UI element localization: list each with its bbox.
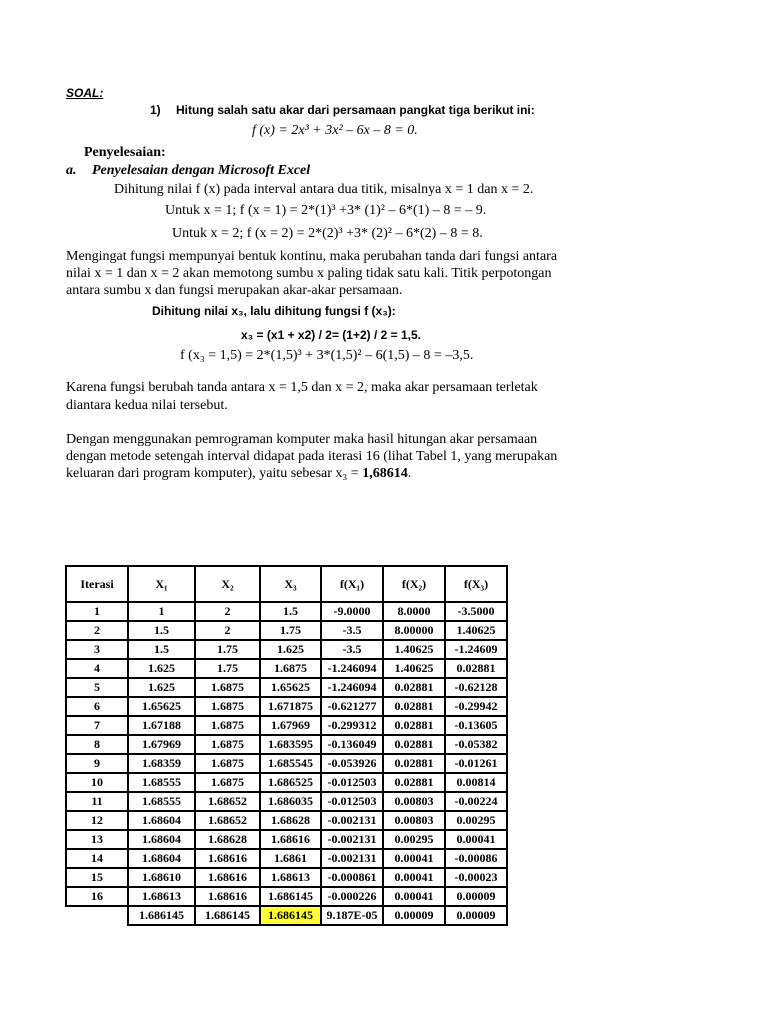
table-cell: 1.6875 bbox=[195, 754, 260, 773]
table-cell: -0.05382 bbox=[445, 735, 507, 754]
table-cell: 1.6875 bbox=[195, 773, 260, 792]
table-row bbox=[66, 754, 507, 773]
table-cell: 0.00041 bbox=[445, 830, 507, 849]
table-cell: -0.053926 bbox=[321, 754, 383, 773]
header-x3: X₃ bbox=[260, 566, 321, 602]
table-cell: 16 bbox=[66, 887, 128, 906]
table-cell: -0.00086 bbox=[445, 849, 507, 868]
table-cell: -0.621277 bbox=[321, 697, 383, 716]
final-row-cell: 9.187E-05 bbox=[321, 906, 383, 925]
table-row bbox=[66, 697, 507, 716]
final-row-cell: 1.686145 bbox=[195, 906, 260, 925]
table-row bbox=[66, 640, 507, 659]
final-row-cell: 1.686145 bbox=[128, 906, 195, 925]
paragraph-1-line-2: nilai x = 1 dan x = 2 akan memotong sumbu x paling tidak satu kali. Titik perpotongan bbox=[66, 266, 552, 281]
problem-text: Hitung salah satu akar dari persamaan pangkat tiga berikut ini: bbox=[176, 103, 535, 117]
table-cell: 0.02881 bbox=[383, 678, 445, 697]
table-cell: 12 bbox=[66, 811, 128, 830]
table-cell: 1.68604 bbox=[128, 811, 195, 830]
table-cell: 1.5 bbox=[260, 602, 321, 621]
header-fx3: f(X₃) bbox=[445, 566, 507, 602]
table-cell: 1.65625 bbox=[260, 678, 321, 697]
table-cell: 9 bbox=[66, 754, 128, 773]
table-cell: -0.002131 bbox=[321, 830, 383, 849]
paragraph-3-line-2: dengan metode setengah interval didapat pada iterasi 16 (lihat Tabel 1, yang merupakan bbox=[66, 449, 558, 464]
header-fx2: f(X₂) bbox=[383, 566, 445, 602]
table-cell: 15 bbox=[66, 868, 128, 887]
table-cell: 1.6875 bbox=[260, 659, 321, 678]
table-row bbox=[66, 792, 507, 811]
table-cell: 1.68652 bbox=[195, 811, 260, 830]
table-cell: -1.246094 bbox=[321, 659, 383, 678]
table-cell: 0.02881 bbox=[445, 659, 507, 678]
table-cell: 8.0000 bbox=[383, 602, 445, 621]
problem-number: 1) bbox=[150, 103, 161, 117]
table-cell: 2 bbox=[66, 621, 128, 640]
table-cell: -0.01261 bbox=[445, 754, 507, 773]
table-final-row bbox=[66, 906, 507, 925]
table-cell: 1.6861 bbox=[260, 849, 321, 868]
table-row bbox=[66, 602, 507, 621]
table-cell: 1.68652 bbox=[195, 792, 260, 811]
table-cell: 1.40625 bbox=[383, 659, 445, 678]
table-cell: -0.012503 bbox=[321, 792, 383, 811]
table-cell: 1.6875 bbox=[195, 716, 260, 735]
table-row bbox=[66, 678, 507, 697]
table-row bbox=[66, 659, 507, 678]
table-row bbox=[66, 773, 507, 792]
table-row bbox=[66, 621, 507, 640]
table-cell: 2 bbox=[195, 621, 260, 640]
table-cell: 1.68616 bbox=[195, 868, 260, 887]
solution-heading: Penyelesaian: bbox=[84, 145, 166, 160]
table-cell: 1.5 bbox=[128, 621, 195, 640]
table-row bbox=[66, 716, 507, 735]
table-cell: 0.00803 bbox=[383, 811, 445, 830]
table-cell: 5 bbox=[66, 678, 128, 697]
final-row-cell: 0.00009 bbox=[383, 906, 445, 925]
soal-heading: SOAL: bbox=[66, 86, 104, 100]
table-cell: -0.012503 bbox=[321, 773, 383, 792]
table-cell: 1.686035 bbox=[260, 792, 321, 811]
interval-line: Dihitung nilai f (x) pada interval antara dua titik, misalnya x = 1 dan x = 2. bbox=[114, 182, 534, 197]
paragraph-2-line-1: Karena fungsi berubah tanda antara x = 1,5 dan x = 2, maka akar persamaan terletak bbox=[66, 380, 538, 395]
table-cell: 0.02881 bbox=[383, 773, 445, 792]
table-cell: 1.625 bbox=[260, 640, 321, 659]
table-cell: -0.00023 bbox=[445, 868, 507, 887]
table-cell: 1.6875 bbox=[195, 735, 260, 754]
paragraph-1-line-3: antara sumbu x dan fungsi merupakan akar-akar persamaan. bbox=[66, 283, 403, 298]
table-cell: 1.6875 bbox=[195, 678, 260, 697]
table-cell: 2 bbox=[195, 602, 260, 621]
table-cell: 1.68604 bbox=[128, 849, 195, 868]
table-cell: 1.68610 bbox=[128, 868, 195, 887]
table-cell: 1.68604 bbox=[128, 830, 195, 849]
evaluation-x2: Untuk x = 2; f (x = 2) = 2*(2)³ +3* (2)² – 6*(2) – 8 = 8. bbox=[172, 226, 483, 241]
table-cell: -0.136049 bbox=[321, 735, 383, 754]
table-cell: 7 bbox=[66, 716, 128, 735]
x3-intro: Dihitung nilai x₃, lalu dihitung fungsi f (x₃): bbox=[152, 304, 396, 318]
fx3-calculation: f (x₃ = 1,5) = 2*(1,5)³ + 3*(1,5)² – 6(1,5) – 8 = –3,5. bbox=[180, 348, 474, 363]
table-cell: 0.00041 bbox=[383, 849, 445, 868]
table-cell: 8 bbox=[66, 735, 128, 754]
table-cell: 1.686145 bbox=[260, 887, 321, 906]
table-cell: 0.00814 bbox=[445, 773, 507, 792]
final-row-empty-cell bbox=[66, 906, 128, 925]
table-row bbox=[66, 811, 507, 830]
table-cell: 1.68613 bbox=[260, 868, 321, 887]
table-cell: 1.40625 bbox=[383, 640, 445, 659]
table-cell: -0.002131 bbox=[321, 849, 383, 868]
table-cell: 6 bbox=[66, 697, 128, 716]
problem-equation: f (x) = 2x³ + 3x² – 6x – 8 = 0. bbox=[252, 123, 418, 138]
table-cell: 0.02881 bbox=[383, 716, 445, 735]
table-cell: 0.02881 bbox=[383, 735, 445, 754]
paragraph-3-suffix: . bbox=[407, 466, 412, 481]
table-cell: 3 bbox=[66, 640, 128, 659]
paragraph-3-prefix: keluaran dari program komputer), yaitu sebesar x₃ = bbox=[66, 466, 359, 481]
table-cell: -0.62128 bbox=[445, 678, 507, 697]
method-title: Penyelesaian dengan Microsoft Excel bbox=[92, 163, 311, 178]
table-cell: 1 bbox=[66, 602, 128, 621]
table-cell: 1.683595 bbox=[260, 735, 321, 754]
evaluation-x1: Untuk x = 1; f (x = 1) = 2*(1)³ +3* (1)² – 6*(1) – 8 = – 9. bbox=[165, 203, 487, 218]
table-cell: 14 bbox=[66, 849, 128, 868]
table-cell: 8.00000 bbox=[383, 621, 445, 640]
result-value: 1,68614 bbox=[362, 466, 408, 481]
table-cell: 0.02881 bbox=[383, 697, 445, 716]
table-cell: 1.68628 bbox=[260, 811, 321, 830]
table-cell: 1.625 bbox=[128, 659, 195, 678]
table-cell: -0.000861 bbox=[321, 868, 383, 887]
table-cell: 1.67969 bbox=[260, 716, 321, 735]
table-cell: -0.00224 bbox=[445, 792, 507, 811]
table-cell: 0.00295 bbox=[445, 811, 507, 830]
table-cell: 1.68628 bbox=[195, 830, 260, 849]
paragraph-3-line-1: Dengan menggunakan pemrograman komputer maka hasil hitungan akar persamaan bbox=[66, 432, 538, 447]
x3-calculation: x₃ = (x1 + x2) / 2= (1+2) / 2 = 1,5. bbox=[241, 328, 421, 342]
table-cell: 1.685545 bbox=[260, 754, 321, 773]
table-cell: 1.68555 bbox=[128, 792, 195, 811]
table-cell: 1.67969 bbox=[128, 735, 195, 754]
table-cell: -3.5 bbox=[321, 621, 383, 640]
table-cell: -9.0000 bbox=[321, 602, 383, 621]
table-cell: -1.246094 bbox=[321, 678, 383, 697]
table-cell: 1.75 bbox=[260, 621, 321, 640]
table-cell: 1.75 bbox=[195, 640, 260, 659]
iteration-table bbox=[65, 565, 508, 926]
table-cell: -0.13605 bbox=[445, 716, 507, 735]
table-row bbox=[66, 868, 507, 887]
table-cell: 1.5 bbox=[128, 640, 195, 659]
table-cell: 1.68616 bbox=[195, 887, 260, 906]
header-x1: X₁ bbox=[128, 566, 195, 602]
table-cell: -3.5 bbox=[321, 640, 383, 659]
table-cell: 1.6875 bbox=[195, 697, 260, 716]
header-fx1: f(X₁) bbox=[321, 566, 383, 602]
table-cell: 1.68616 bbox=[195, 849, 260, 868]
table-cell: 1.68616 bbox=[260, 830, 321, 849]
table-cell: 1.75 bbox=[195, 659, 260, 678]
table-header-row bbox=[66, 566, 507, 602]
table-cell: 13 bbox=[66, 830, 128, 849]
table-cell: 0.00803 bbox=[383, 792, 445, 811]
table-cell: 1.40625 bbox=[445, 621, 507, 640]
table-cell: 1.625 bbox=[128, 678, 195, 697]
header-x2: X₂ bbox=[195, 566, 260, 602]
table-cell: 4 bbox=[66, 659, 128, 678]
table-cell: -0.002131 bbox=[321, 811, 383, 830]
table-cell: -0.29942 bbox=[445, 697, 507, 716]
table-cell: 0.00009 bbox=[445, 887, 507, 906]
table-cell: 0.00041 bbox=[383, 868, 445, 887]
table-cell: 1.68555 bbox=[128, 773, 195, 792]
table-cell: -0.299312 bbox=[321, 716, 383, 735]
final-root-highlight-cell: 1.686145 bbox=[260, 906, 321, 925]
table-cell: 1.68613 bbox=[128, 887, 195, 906]
table-cell: 10 bbox=[66, 773, 128, 792]
table-cell: -1.24609 bbox=[445, 640, 507, 659]
table-cell: 1 bbox=[128, 602, 195, 621]
final-row-cell: 0.00009 bbox=[445, 906, 507, 925]
table-row bbox=[66, 849, 507, 868]
table-cell: 1.68359 bbox=[128, 754, 195, 773]
table-cell: 0.00295 bbox=[383, 830, 445, 849]
table-cell: 11 bbox=[66, 792, 128, 811]
table-cell: -3.5000 bbox=[445, 602, 507, 621]
paragraph-1-line-1: Mengingat fungsi mempunyai bentuk kontinu, maka perubahan tanda dari fungsi antara bbox=[66, 249, 558, 264]
method-letter: a. bbox=[66, 163, 77, 178]
table-row bbox=[66, 830, 507, 849]
paragraph-3-line-3 bbox=[66, 466, 411, 482]
table-cell: 1.671875 bbox=[260, 697, 321, 716]
table-row bbox=[66, 887, 507, 906]
table-cell: 0.00041 bbox=[383, 887, 445, 906]
table-cell: 1.65625 bbox=[128, 697, 195, 716]
header-iterasi: Iterasi bbox=[66, 566, 128, 602]
table-cell: 1.686525 bbox=[260, 773, 321, 792]
paragraph-2-line-2: diantara kedua nilai tersebut. bbox=[66, 398, 228, 413]
table-cell: 1.67188 bbox=[128, 716, 195, 735]
table-row bbox=[66, 735, 507, 754]
table-cell: 0.02881 bbox=[383, 754, 445, 773]
table-cell: -0.000226 bbox=[321, 887, 383, 906]
